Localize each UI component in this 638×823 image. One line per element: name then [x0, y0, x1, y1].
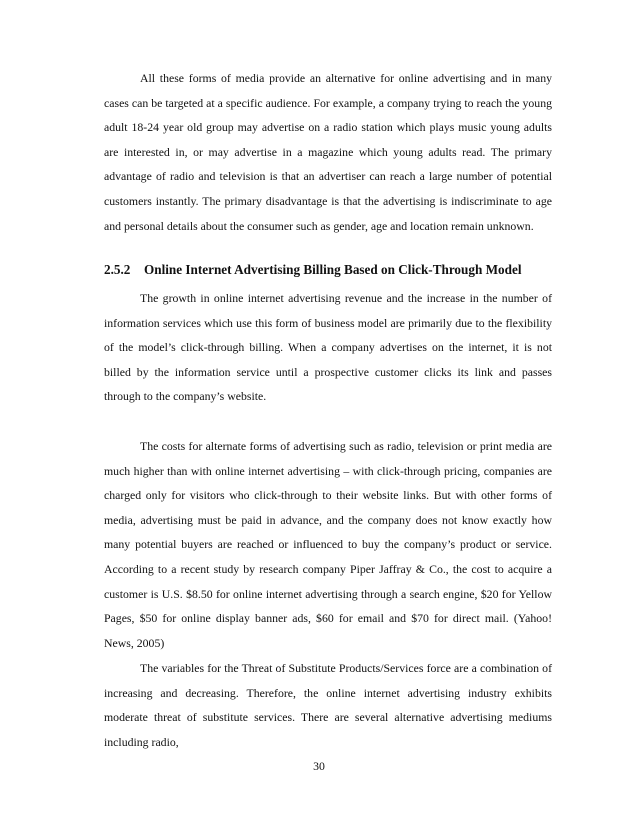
paragraph-advertising-costs: The costs for alternate forms of advertising such as radio, television or print media are much higher than with online internet advertising – with click-through pricing, companies are charged only for visitors who click-through to their website links. But with other forms of media, advertising must be paid in advance, and the company does not know exactly how many potential buyers are reached or influenced to buy the company’s product or service. According to a recent study by research company Piper Jaffray & Co., the cost to acquire a customer is U.S. $8.50 for online internet advertising through a search engine, $20 for Yellow Pages, $50 for online display banner ads, $60 for email and $70 for direct mail. (Yahoo! News, 2005) — [104, 439, 552, 650]
section-title: Online Internet Advertising Billing Based on Click-Through Model — [144, 262, 522, 277]
paragraph-substitute-threat: The variables for the Threat of Substitute Products/Services force are a combination of increasing and decreasing. Therefore, the online internet advertising industry exhibits moderate threat of substitute services. There are several alternative advertising mediums including radio, — [104, 661, 552, 749]
section-number: 2.5.2 — [104, 262, 131, 277]
paragraph-media-alternatives: All these forms of media provide an alternative for online advertising and in many cases can be targeted at a specific audience. For example, a company trying to reach the young adult 18-24 year old group may advertise on a radio station which plays music young adults are interested in, or may advertise in a magazine which young adults read. The primary advantage of radio and television is that an advertiser can reach a large number of potential customers instantly. The primary disadvantage is that the advertising is indiscriminate to age and personal details about the consumer such as gender, age and location remain unknown. — [104, 71, 552, 233]
paragraph-click-through-growth: The growth in online internet advertising revenue and the increase in the number of information services which use this form of business model are primarily due to the flexibility of the model’s click-through billing. When a company advertises on the internet, it is not billed by the information service until a prospective customer clicks its link and passes through to the company’s website. — [104, 291, 552, 404]
page-number: 30 — [313, 759, 325, 773]
section-heading — [104, 260, 564, 280]
